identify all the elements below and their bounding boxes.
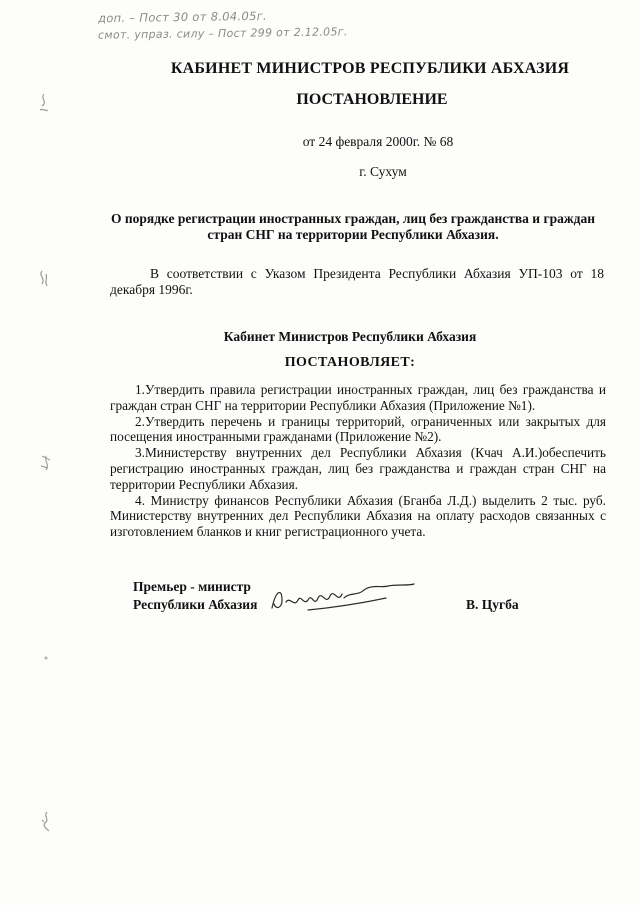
document-date: от 24 февраля 2000г. № 68 bbox=[302, 134, 454, 149]
handwritten-note: смот. упраз. силу – Пост 299 от 2.12.05г. bbox=[97, 25, 348, 42]
margin-hole-mark bbox=[38, 452, 54, 474]
document-city: г. Сухум bbox=[359, 164, 407, 179]
signatory-title: Республики Абхазия bbox=[133, 597, 258, 612]
resolution-items bbox=[110, 382, 606, 540]
resolution-item: 4. Министру финансов Республики Абхазия (Бганба Л.Д.) выделить 2 тыс. руб. Министерству внутренних дел Республики Абхазия на оплату расходов связанных с изготовлением бланков и книг регистрационного учета. bbox=[110, 492, 606, 540]
margin-hole-mark bbox=[38, 648, 54, 670]
resolution-item: 1.Утвердить правила регистрации иностранных граждан, лиц без гражданства и граждан стран СНГ на территории Республики Абхазия (Приложение №1). bbox=[110, 382, 606, 413]
subject-line: О порядке регистрации иностранных граждан, лиц без гражданства и граждан bbox=[110, 211, 595, 226]
margin-hole-mark bbox=[38, 810, 54, 832]
resolution-item: 2.Утвердить перечень и границы территорий, ограниченных или закрытых для посещения иностранными гражданами (Приложение №2). bbox=[110, 413, 606, 445]
handwritten-note: доп. – Пост 30 от 8.04.05г. bbox=[97, 8, 268, 26]
issuing-body: Кабинет Министров Республики Абхазия bbox=[223, 329, 477, 344]
signatory-name: В. Цугба bbox=[466, 597, 519, 612]
subject-line: стран СНГ на территории Республики Абхазия. bbox=[207, 227, 499, 242]
document-subject bbox=[108, 211, 598, 243]
resolves-heading: ПОСТАНОВЛЯЕТ: bbox=[284, 355, 416, 370]
handwritten-signature bbox=[268, 578, 418, 618]
document-type: ПОСТАНОВЛЕНИЕ bbox=[296, 91, 448, 108]
resolution-item: 3.Министерству внутренних дел Республики Абхазия (Кчач А.И.)обеспечить регистрацию иностранных граждан, лиц без гражданства и граждан стран СНГ на территории Республики Абхазия. bbox=[110, 445, 606, 492]
organization-title: КАБИНЕТ МИНИСТРОВ РЕСПУБЛИКИ АБХАЗИЯ bbox=[170, 60, 570, 77]
margin-hole-mark bbox=[36, 92, 52, 114]
signatory-title: Премьер - министр bbox=[133, 579, 251, 594]
margin-hole-mark bbox=[36, 268, 52, 290]
intro-paragraph: В соответствии с Указом Президента Республики Абхазия УП-103 от 18 декабря 1996г. bbox=[110, 266, 604, 297]
